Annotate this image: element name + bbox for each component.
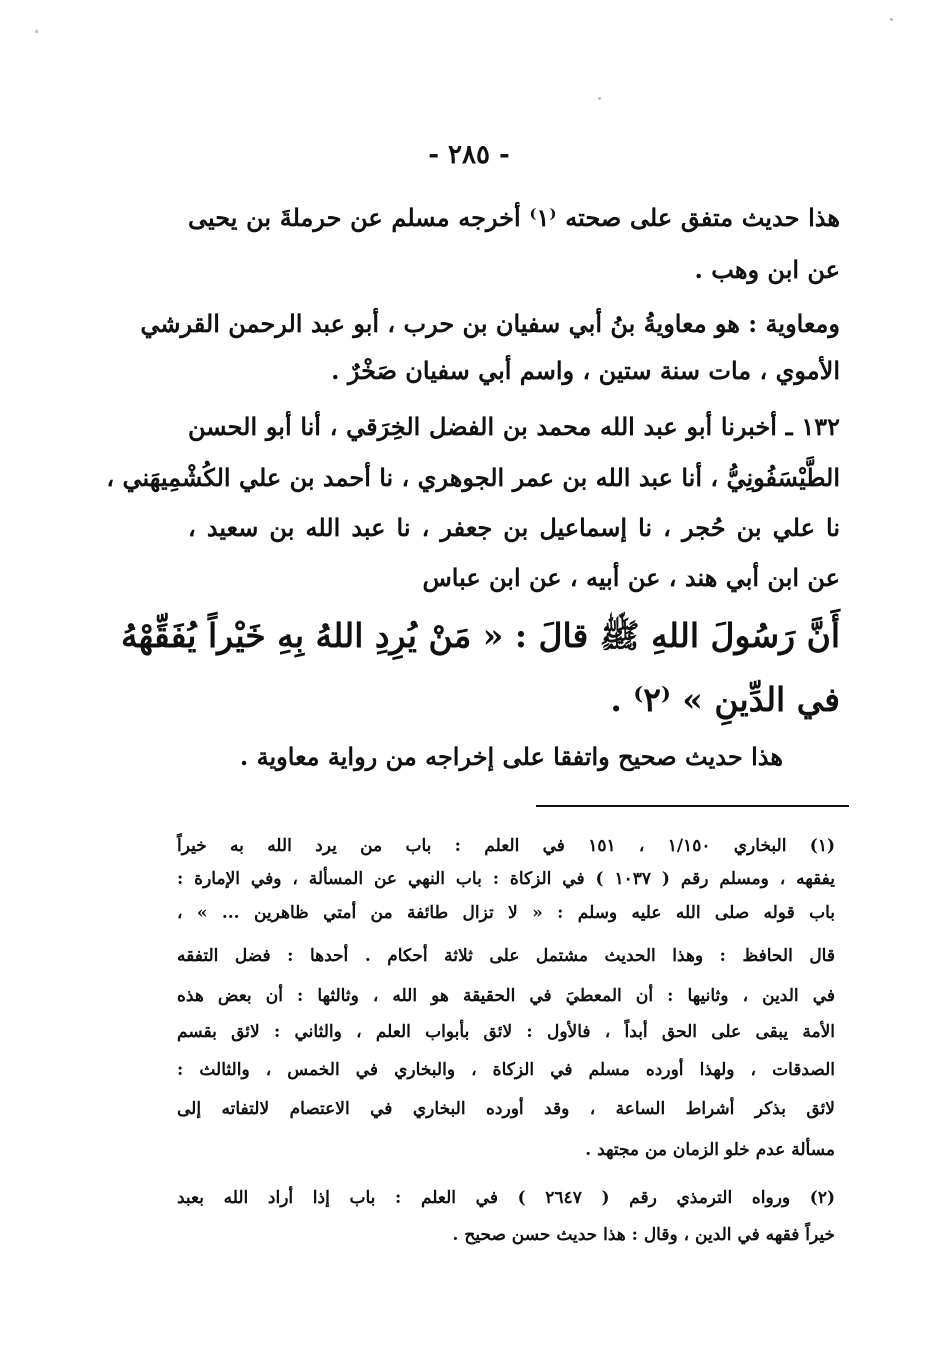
body-line: هذا حديث صحيح واتفقا على إخراجه من رواية معاوية . xyxy=(239,742,783,771)
body-line: الطَّيْسَفُونِيُّ ، أنا عبد الله بن عمر الجوهري ، نا أحمد بن علي الكُشْمِيهَني ، xyxy=(106,463,840,492)
footnote-line: خيراً فقهه في الدين ، وقال : هذا حديث حسن صحيح . xyxy=(452,1225,835,1245)
footnote-line: يفقهه ، ومسلم رقم ( ١٠٣٧ ) في الزكاة : باب النهي عن المسألة ، وفي الإمارة : xyxy=(177,869,835,889)
hadith-line: أَنَّ رَسُولَ اللهِ ﷺ قالَ : « مَنْ يُرِدِ اللهُ بِهِ خَيْراً يُفَقِّهْهُ xyxy=(120,616,840,655)
body-line: عن ابن وهب . xyxy=(694,255,840,284)
body-line: الأموي ، مات سنة ستين ، واسم أبي سفيان صَخْرٌ . xyxy=(331,356,840,385)
page-number: - ٢٨٥ - xyxy=(428,140,510,170)
footnote-line: لائق بذكر أشراط الساعة ، وقد أورده البخاري في الاعتصام لالتفاته إلى xyxy=(177,1099,835,1119)
footnote-divider xyxy=(536,805,849,807)
scan-speck xyxy=(890,18,893,21)
body-line: نا علي بن حُجر ، نا إسماعيل بن جعفر ، نا عبد الله بن سعيد ، xyxy=(188,513,840,542)
footnote-line: باب قوله صلى الله عليه وسلم : « لا تزال طائفة من أمتي ظاهرين ... » ، xyxy=(177,903,835,923)
footnote-line: الصدقات ، ولهذا أورده مسلم في الزكاة ، والبخاري في الخمس ، والثالث : xyxy=(177,1060,835,1080)
footnote-line: (١) البخاري ١/١٥٠ ، ١٥١ في العلم : باب من يرد الله به خيراً xyxy=(177,836,835,856)
body-line: ومعاوية : هو معاويةُ بنُ أبي سفيان بن حرب ، أبو عبد الرحمن القرشي xyxy=(140,309,840,338)
body-line: عن ابن أبي هند ، عن أبيه ، عن ابن عباس xyxy=(422,563,840,592)
body-line: هذا حديث متفق على صحته ⁽١⁾ أخرجه مسلم عن حرملةَ بن يحيى xyxy=(188,203,841,232)
footnote-line: قال الحافظ : وهذا الحديث مشتمل على ثلاثة أحكام . أحدها : فضل التفقه xyxy=(177,946,835,966)
footnote-line: مسألة عدم خلو الزمان من مجتهد . xyxy=(585,1140,835,1160)
scan-speck xyxy=(35,30,38,33)
body-line: ١٣٢ ـ أخبرنا أبو عبد الله محمد بن الفضل الخِرَقي ، أنا أبو الحسن xyxy=(188,412,840,441)
scan-speck xyxy=(598,97,601,100)
footnote-line: في الدين ، وثانيها : أن المعطيَ في الحقيقة هو الله ، وثالثها : أن بعض هذه xyxy=(177,986,835,1006)
footnote-line: الأمة يبقى على الحق أبداً ، فالأول : لائق بأبواب العلم ، والثاني : لائق بقسم xyxy=(177,1022,835,1042)
footnote-line: (٢) ورواه الترمذي رقم ( ٢٦٤٧ ) في العلم : باب إذا أراد الله بعبد xyxy=(177,1188,836,1208)
hadith-line: في الدِّينِ » ⁽٢⁾ . xyxy=(610,680,840,719)
